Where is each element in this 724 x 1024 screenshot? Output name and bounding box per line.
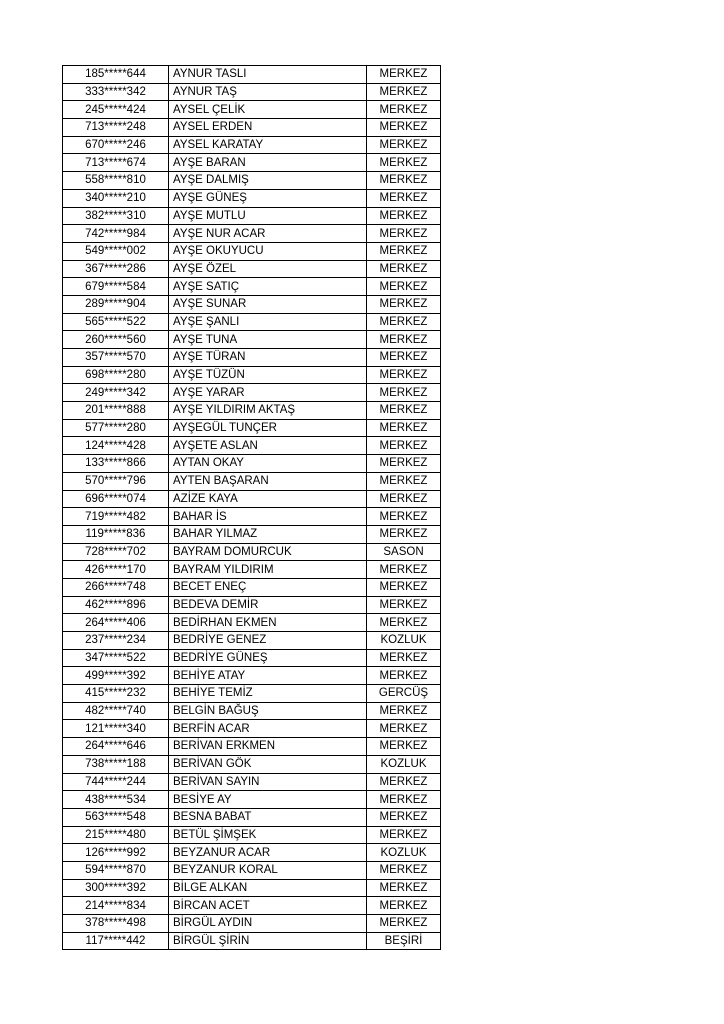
district-cell: MERKEZ xyxy=(367,773,441,791)
table-row xyxy=(63,295,441,313)
district-cell: BEŞİRİ xyxy=(367,932,441,950)
district-cell: MERKEZ xyxy=(367,490,441,508)
district-cell: MERKEZ xyxy=(367,83,441,101)
name-cell: BERFİN ACAR xyxy=(169,720,367,738)
table-row xyxy=(63,119,441,137)
district-cell: MERKEZ xyxy=(367,915,441,933)
id-cell: 347*****522 xyxy=(63,649,169,667)
name-cell: BAHAR YILMAZ xyxy=(169,525,367,543)
id-cell: 382*****310 xyxy=(63,207,169,225)
district-cell: MERKEZ xyxy=(367,295,441,313)
id-cell: 744*****244 xyxy=(63,773,169,791)
district-cell: MERKEZ xyxy=(367,826,441,844)
name-cell: BİRGÜL ŞİRİN xyxy=(169,932,367,950)
table-row xyxy=(63,419,441,437)
name-cell: BELGİN BAĞUŞ xyxy=(169,702,367,720)
district-cell: MERKEZ xyxy=(367,225,441,243)
table-row xyxy=(63,525,441,543)
district-cell: MERKEZ xyxy=(367,720,441,738)
table-row xyxy=(63,66,441,84)
table-row xyxy=(63,755,441,773)
district-cell: MERKEZ xyxy=(367,808,441,826)
id-cell: 594*****870 xyxy=(63,861,169,879)
roster-table xyxy=(62,65,441,950)
name-cell: AYŞE SUNAR xyxy=(169,295,367,313)
id-cell: 426*****170 xyxy=(63,561,169,579)
table-row xyxy=(63,614,441,632)
roster-table-body xyxy=(63,66,441,950)
name-cell: AYŞE SATIÇ xyxy=(169,278,367,296)
id-cell: 462*****896 xyxy=(63,596,169,614)
district-cell: MERKEZ xyxy=(367,313,441,331)
table-row xyxy=(63,260,441,278)
id-cell: 577*****280 xyxy=(63,419,169,437)
table-row xyxy=(63,278,441,296)
district-cell: MERKEZ xyxy=(367,702,441,720)
district-cell: GERCÜŞ xyxy=(367,685,441,703)
id-cell: 719*****482 xyxy=(63,508,169,526)
id-cell: 742*****984 xyxy=(63,225,169,243)
district-cell: MERKEZ xyxy=(367,578,441,596)
district-cell: MERKEZ xyxy=(367,879,441,897)
id-cell: 117*****442 xyxy=(63,932,169,950)
name-cell: BESİYE AY xyxy=(169,791,367,809)
district-cell: MERKEZ xyxy=(367,437,441,455)
name-cell: BEHİYE ATAY xyxy=(169,667,367,685)
table-row xyxy=(63,207,441,225)
name-cell: AYSEL ÇELİK xyxy=(169,101,367,119)
name-cell: AYŞE YILDIRIM AKTAŞ xyxy=(169,402,367,420)
id-cell: 438*****534 xyxy=(63,791,169,809)
id-cell: 415*****232 xyxy=(63,685,169,703)
id-cell: 300*****392 xyxy=(63,879,169,897)
id-cell: 499*****392 xyxy=(63,667,169,685)
table-row xyxy=(63,472,441,490)
name-cell: BEDİRHAN EKMEN xyxy=(169,614,367,632)
name-cell: AYNUR TAŞ xyxy=(169,83,367,101)
district-cell: SASON xyxy=(367,543,441,561)
id-cell: 558*****810 xyxy=(63,172,169,190)
name-cell: AYŞE YARAR xyxy=(169,384,367,402)
table-row xyxy=(63,101,441,119)
district-cell: MERKEZ xyxy=(367,455,441,473)
district-cell: MERKEZ xyxy=(367,861,441,879)
id-cell: 378*****498 xyxy=(63,915,169,933)
table-row xyxy=(63,915,441,933)
district-cell: MERKEZ xyxy=(367,66,441,84)
name-cell: AYŞE ÖZEL xyxy=(169,260,367,278)
id-cell: 215*****480 xyxy=(63,826,169,844)
name-cell: BİRCAN ACET xyxy=(169,897,367,915)
id-cell: 266*****748 xyxy=(63,578,169,596)
name-cell: BİLGE ALKAN xyxy=(169,879,367,897)
table-row xyxy=(63,861,441,879)
id-cell: 126*****992 xyxy=(63,844,169,862)
id-cell: 264*****406 xyxy=(63,614,169,632)
id-cell: 713*****674 xyxy=(63,154,169,172)
id-cell: 260*****560 xyxy=(63,331,169,349)
table-row xyxy=(63,791,441,809)
name-cell: BAYRAM DOMURCUK xyxy=(169,543,367,561)
id-cell: 245*****424 xyxy=(63,101,169,119)
table-row xyxy=(63,490,441,508)
table-row xyxy=(63,826,441,844)
id-cell: 570*****796 xyxy=(63,472,169,490)
table-row xyxy=(63,437,441,455)
district-cell: MERKEZ xyxy=(367,791,441,809)
district-cell: MERKEZ xyxy=(367,242,441,260)
name-cell: AYŞEGÜL TUNÇER xyxy=(169,419,367,437)
id-cell: 696*****074 xyxy=(63,490,169,508)
table-row xyxy=(63,773,441,791)
district-cell: MERKEZ xyxy=(367,119,441,137)
district-cell: MERKEZ xyxy=(367,667,441,685)
district-cell: MERKEZ xyxy=(367,472,441,490)
table-row xyxy=(63,808,441,826)
id-cell: 249*****342 xyxy=(63,384,169,402)
name-cell: AYŞE TUNA xyxy=(169,331,367,349)
district-cell: MERKEZ xyxy=(367,189,441,207)
district-cell: MERKEZ xyxy=(367,278,441,296)
id-cell: 119*****836 xyxy=(63,525,169,543)
name-cell: AYNUR TASLI xyxy=(169,66,367,84)
name-cell: AYŞE NUR ACAR xyxy=(169,225,367,243)
name-cell: AYŞE TÜZÜN xyxy=(169,366,367,384)
district-cell: KOZLUK xyxy=(367,632,441,650)
table-row xyxy=(63,225,441,243)
name-cell: AYŞE GÜNEŞ xyxy=(169,189,367,207)
district-cell: MERKEZ xyxy=(367,366,441,384)
name-cell: BECET ENEÇ xyxy=(169,578,367,596)
district-cell: MERKEZ xyxy=(367,154,441,172)
id-cell: 124*****428 xyxy=(63,437,169,455)
district-cell: MERKEZ xyxy=(367,260,441,278)
table-row xyxy=(63,596,441,614)
name-cell: AYSEL ERDEN xyxy=(169,119,367,137)
name-cell: BEYZANUR KORAL xyxy=(169,861,367,879)
name-cell: BERİVAN GÖK xyxy=(169,755,367,773)
name-cell: AYŞE ŞANLI xyxy=(169,313,367,331)
name-cell: AZİZE KAYA xyxy=(169,490,367,508)
id-cell: 264*****646 xyxy=(63,738,169,756)
name-cell: BEDEVA DEMİR xyxy=(169,596,367,614)
district-cell: MERKEZ xyxy=(367,897,441,915)
name-cell: BERİVAN SAYIN xyxy=(169,773,367,791)
name-cell: AYSEL KARATAY xyxy=(169,136,367,154)
id-cell: 357*****570 xyxy=(63,349,169,367)
district-cell: MERKEZ xyxy=(367,738,441,756)
district-cell: MERKEZ xyxy=(367,136,441,154)
district-cell: MERKEZ xyxy=(367,561,441,579)
id-cell: 563*****548 xyxy=(63,808,169,826)
district-cell: MERKEZ xyxy=(367,331,441,349)
id-cell: 482*****740 xyxy=(63,702,169,720)
district-cell: MERKEZ xyxy=(367,596,441,614)
table-row xyxy=(63,402,441,420)
name-cell: BERİVAN ERKMEN xyxy=(169,738,367,756)
district-cell: MERKEZ xyxy=(367,419,441,437)
table-row xyxy=(63,189,441,207)
table-row xyxy=(63,738,441,756)
district-cell: MERKEZ xyxy=(367,349,441,367)
name-cell: AYŞE OKUYUCU xyxy=(169,242,367,260)
id-cell: 549*****002 xyxy=(63,242,169,260)
district-cell: KOZLUK xyxy=(367,755,441,773)
name-cell: AYŞE TÜRAN xyxy=(169,349,367,367)
id-cell: 214*****834 xyxy=(63,897,169,915)
table-row xyxy=(63,632,441,650)
district-cell: MERKEZ xyxy=(367,614,441,632)
table-row xyxy=(63,349,441,367)
table-row xyxy=(63,667,441,685)
table-row xyxy=(63,720,441,738)
name-cell: BEDRİYE GENEZ xyxy=(169,632,367,650)
district-cell: MERKEZ xyxy=(367,525,441,543)
name-cell: AYŞE DALMIŞ xyxy=(169,172,367,190)
table-row xyxy=(63,172,441,190)
name-cell: AYŞETE ASLAN xyxy=(169,437,367,455)
table-row xyxy=(63,331,441,349)
id-cell: 340*****210 xyxy=(63,189,169,207)
id-cell: 670*****246 xyxy=(63,136,169,154)
name-cell: BEYZANUR ACAR xyxy=(169,844,367,862)
name-cell: AYŞE BARAN xyxy=(169,154,367,172)
district-cell: MERKEZ xyxy=(367,402,441,420)
district-cell: MERKEZ xyxy=(367,207,441,225)
name-cell: BESNA BABAT xyxy=(169,808,367,826)
name-cell: BETÜL ŞİMŞEK xyxy=(169,826,367,844)
id-cell: 201*****888 xyxy=(63,402,169,420)
id-cell: 565*****522 xyxy=(63,313,169,331)
table-row xyxy=(63,384,441,402)
table-row xyxy=(63,702,441,720)
table-row xyxy=(63,897,441,915)
id-cell: 133*****866 xyxy=(63,455,169,473)
district-cell: MERKEZ xyxy=(367,101,441,119)
table-row xyxy=(63,543,441,561)
name-cell: BAYRAM YILDIRIM xyxy=(169,561,367,579)
table-row xyxy=(63,242,441,260)
table-row xyxy=(63,313,441,331)
name-cell: BEHİYE TEMİZ xyxy=(169,685,367,703)
id-cell: 679*****584 xyxy=(63,278,169,296)
district-cell: MERKEZ xyxy=(367,649,441,667)
table-row xyxy=(63,154,441,172)
name-cell: AYTEN BAŞARAN xyxy=(169,472,367,490)
table-row xyxy=(63,561,441,579)
table-row xyxy=(63,136,441,154)
id-cell: 698*****280 xyxy=(63,366,169,384)
table-row xyxy=(63,508,441,526)
id-cell: 728*****702 xyxy=(63,543,169,561)
table-row xyxy=(63,649,441,667)
table-row xyxy=(63,366,441,384)
id-cell: 367*****286 xyxy=(63,260,169,278)
id-cell: 289*****904 xyxy=(63,295,169,313)
table-row xyxy=(63,455,441,473)
district-cell: MERKEZ xyxy=(367,384,441,402)
district-cell: MERKEZ xyxy=(367,172,441,190)
table-row xyxy=(63,844,441,862)
district-cell: KOZLUK xyxy=(367,844,441,862)
id-cell: 185*****644 xyxy=(63,66,169,84)
name-cell: AYTAN OKAY xyxy=(169,455,367,473)
district-cell: MERKEZ xyxy=(367,508,441,526)
name-cell: BİRGÜL AYDIN xyxy=(169,915,367,933)
id-cell: 333*****342 xyxy=(63,83,169,101)
id-cell: 713*****248 xyxy=(63,119,169,137)
table-row xyxy=(63,83,441,101)
table-row xyxy=(63,879,441,897)
id-cell: 121*****340 xyxy=(63,720,169,738)
table-row xyxy=(63,932,441,950)
name-cell: AYŞE MUTLU xyxy=(169,207,367,225)
id-cell: 738*****188 xyxy=(63,755,169,773)
table-row xyxy=(63,578,441,596)
table-row xyxy=(63,685,441,703)
id-cell: 237*****234 xyxy=(63,632,169,650)
name-cell: BAHAR İS xyxy=(169,508,367,526)
name-cell: BEDRİYE GÜNEŞ xyxy=(169,649,367,667)
